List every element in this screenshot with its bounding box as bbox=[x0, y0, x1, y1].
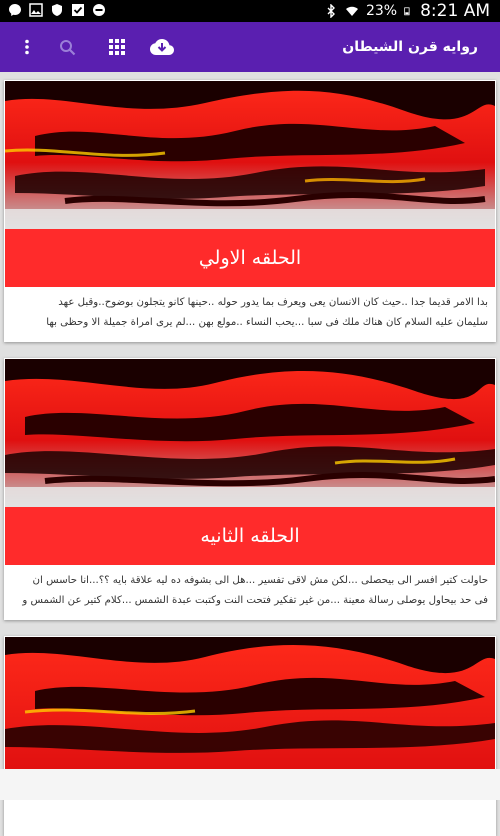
episode-description-line: حاولت كتير افسر الى بيحصلى ...لكن مش لاقى تفسير ...هل الى بشوفه ده ليه علاقة بايه ؟؟...انا حاسس ان bbox=[32, 575, 488, 586]
battery-icon bbox=[404, 4, 413, 18]
apps-grid-icon bbox=[109, 39, 125, 55]
search-icon bbox=[59, 39, 76, 56]
check-box-icon bbox=[71, 3, 85, 17]
episode-description-line: بدا الامر قديما جدا ..حيث كان الانسان يعى ويعرف بما يدور حوله ..حينها كانو يتجلون بوضوح..وقبل عهد bbox=[58, 297, 488, 308]
wifi-icon bbox=[345, 4, 359, 18]
episode-list[interactable] bbox=[0, 72, 500, 800]
episode-card[interactable] bbox=[4, 636, 496, 836]
episode-description-line: سليمان عليه السلام كان هناك ملك فى سبا ...يحب النساء ..مولع بهن ...لم يرى امراة جميلة الا وحظى بها bbox=[46, 317, 488, 328]
bluetooth-icon bbox=[324, 4, 338, 18]
cloud-download-icon bbox=[149, 37, 175, 57]
episode-cover-image bbox=[5, 637, 495, 772]
battery-percentage: 23% bbox=[365, 3, 398, 19]
episode-title: الحلقه الاولي bbox=[5, 229, 495, 287]
episode-cover-image bbox=[5, 81, 495, 229]
categories-button[interactable] bbox=[102, 32, 132, 62]
episode-card[interactable] bbox=[4, 80, 496, 342]
shield-icon bbox=[50, 3, 64, 17]
episode-description bbox=[12, 293, 488, 333]
download-button[interactable] bbox=[147, 32, 177, 62]
status-bar bbox=[0, 0, 500, 22]
episode-card[interactable] bbox=[4, 358, 496, 620]
app-title: روايه قرن الشيطان bbox=[342, 39, 478, 55]
image-icon bbox=[29, 3, 43, 17]
app-bar bbox=[0, 22, 500, 72]
messenger-icon bbox=[8, 3, 22, 17]
more-vert-icon bbox=[24, 39, 30, 55]
episode-description-line: فى حد بيحاول يوصلى رسالة معينة ...من غير تفكير فتحت النت وكتبت عبدة الشمس ...كلام كتير عن الشمس و bbox=[22, 595, 488, 606]
bottom-area bbox=[0, 769, 500, 800]
episode-title: الحلقه الثانيه bbox=[5, 507, 495, 565]
episode-cover-image bbox=[5, 359, 495, 507]
episode-description bbox=[12, 571, 488, 611]
search-button[interactable] bbox=[52, 32, 82, 62]
clock: 8:21 AM bbox=[420, 1, 490, 21]
do-not-disturb-icon bbox=[92, 3, 106, 17]
more-options-button[interactable] bbox=[12, 32, 42, 62]
